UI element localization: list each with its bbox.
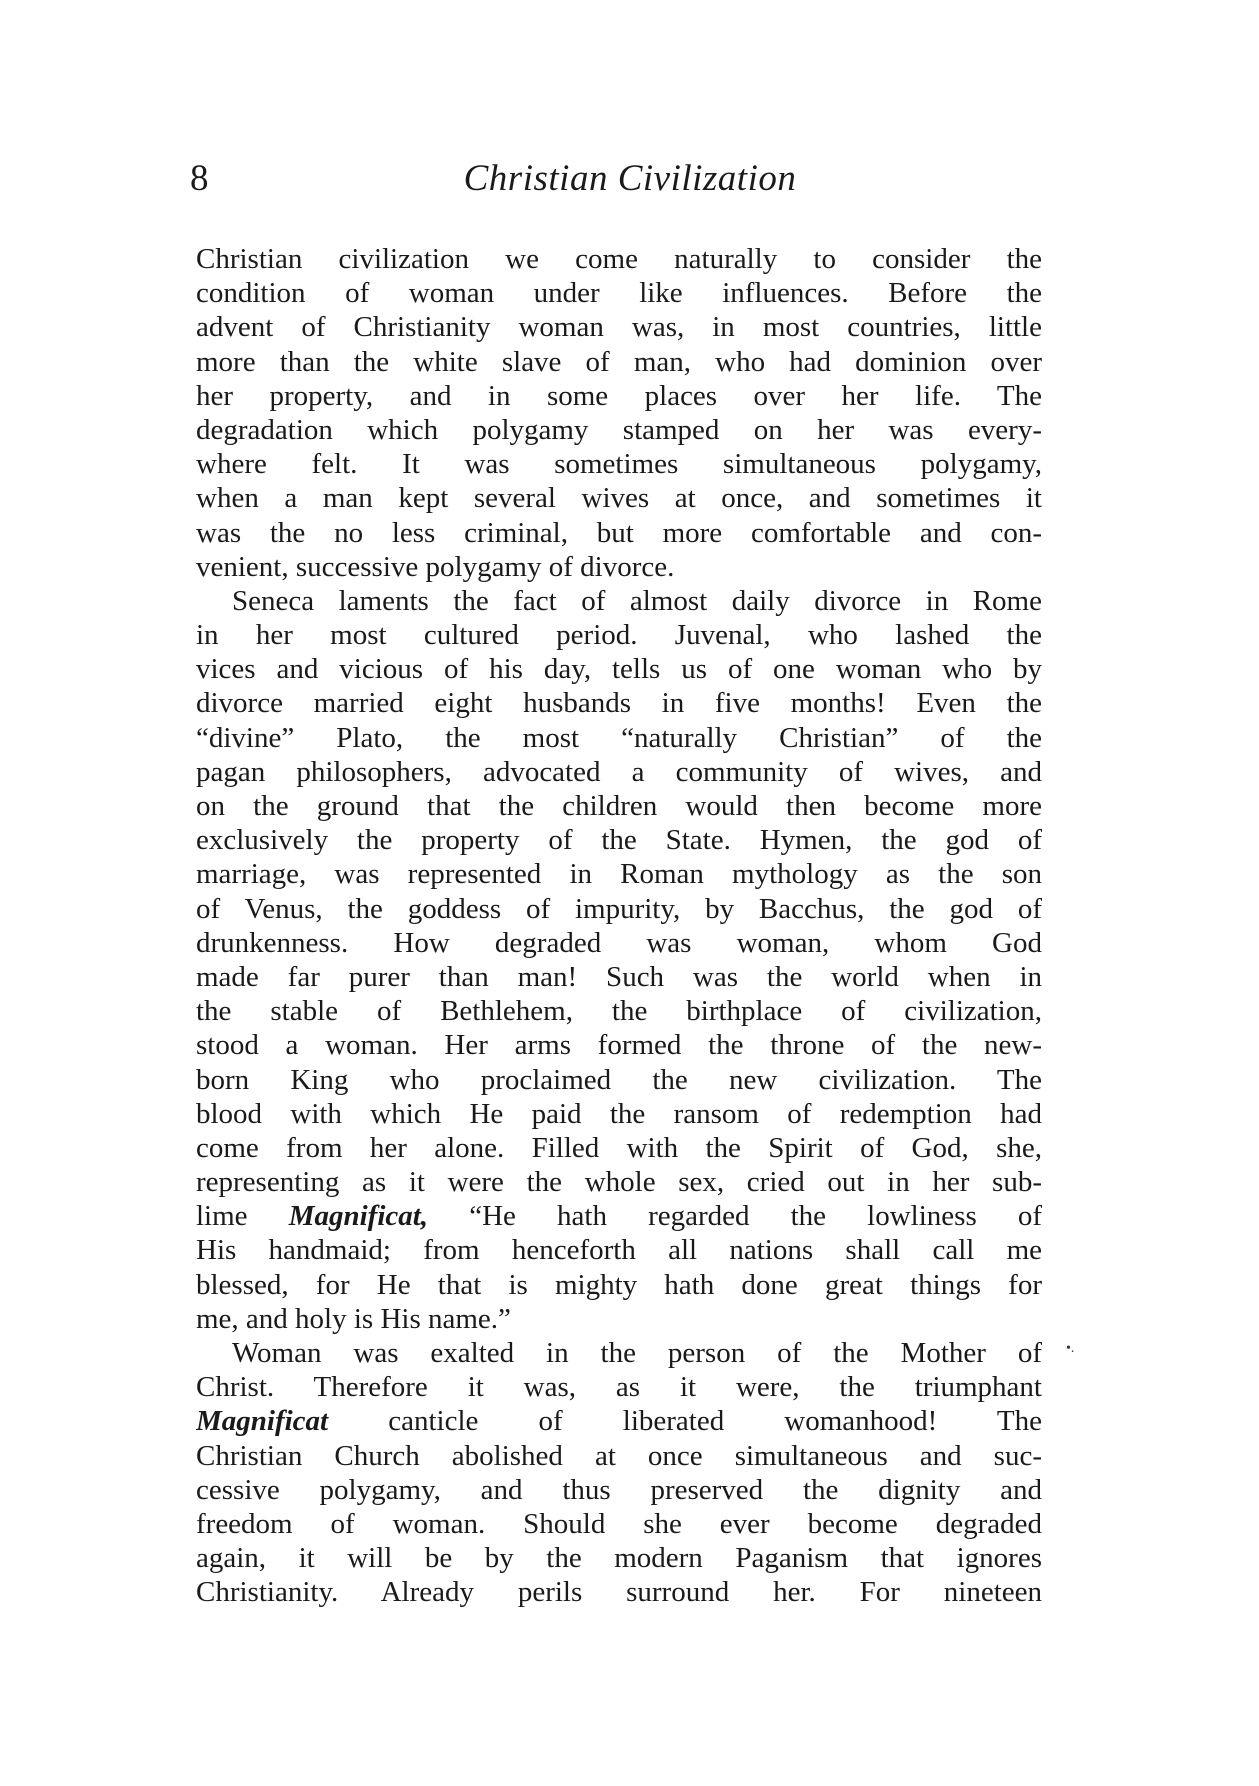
magnificat-title: Magnificat [196,1405,329,1438]
text-line: freedom of woman. Should she ever become degraded [196,1507,1042,1540]
text-line: His handmaid; from henceforth all nations shall call me [196,1234,1042,1267]
text-line: born King who proclaimed the new civilization. The [196,1063,1042,1096]
text-line: cessive polygamy, and thus preserved the dignity and [196,1473,1042,1506]
text-line [196,1199,1042,1233]
paragraph-3 [196,1336,1042,1610]
text-line: was the no less criminal, but more comfortable and con- [196,516,1042,549]
text-line: of Venus, the goddess of impurity, by Bacchus, the god of [196,892,1042,925]
text-line: drunkenness. How degraded was woman, whom God [196,926,1042,959]
text-line: vices and vicious of his day, tells us of one woman who by [196,653,1042,686]
body-text [196,242,1042,1610]
text-line: in her most cultured period. Juvenal, who lashed the [196,619,1042,652]
text-line: blood with which He paid the ransom of redemption had [196,1097,1042,1130]
text-line: venient, successive polygamy of divorce. [196,550,675,583]
text-line: Seneca laments the fact of almost daily divorce in Rome [232,584,1042,617]
page-number: 8 [190,158,209,199]
text-line: “divine” Plato, the most “naturally Christian” of the [196,721,1042,754]
text-line: pagan philosophers, advocated a community of wives, and [196,755,1042,788]
running-head: Christian Civilization [463,158,797,199]
text-line: Christian civilization we come naturally to consider the [196,243,1042,275]
text-line: Christianity. Already perils surround her. For nineteen [196,1576,1042,1609]
text-line: blessed, for He that is mighty hath done great things for [196,1268,1042,1301]
text-line: me, and holy is His name.” [196,1302,511,1335]
text-line: advent of Christianity woman was, in most countries, little [196,311,1042,344]
text-line: the stable of Bethlehem, the birthplace of civilization, [196,995,1042,1028]
text-line: come from her alone. Filled with the Spirit of God, she, [196,1131,1042,1164]
text-line: again, it will be by the modern Paganism that ignores [196,1542,1042,1575]
text-line: Christian Church abolished at once simultaneous and suc- [196,1439,1042,1472]
text-line: Woman was exalted in the person of the Mother of [232,1337,1042,1369]
text-line [196,1404,1042,1438]
text-fragment: “He hath regarded the lowliness of [469,1200,1042,1233]
text-line: made far purer than man! Such was the world when in [196,960,1042,993]
text-line: stood a woman. Her arms formed the throne of the new- [196,1029,1042,1062]
text-line: condition of woman under like influences. Before the [196,277,1042,310]
paragraph-1 [196,242,1042,584]
text-line: exclusively the property of the State. Hymen, the god of [196,824,1042,857]
stray-ink-mark: •. [1066,1341,1075,1356]
text-line: her property, and in some places over her life. The [196,379,1042,412]
text-line: more than the white slave of man, who had dominion over [196,345,1042,378]
text-line: when a man kept several wives at once, and sometimes it [196,482,1042,515]
text-line: divorce married eight husbands in five months! Even the [196,687,1042,720]
text-line: representing as it were the whole sex, cried out in her sub- [196,1166,1042,1199]
paragraph-2 [196,584,1042,1336]
text-line: marriage, was represented in Roman mythology as the son [196,858,1042,891]
text-line: on the ground that the children would then become more [196,790,1042,822]
text-fragment: lime [196,1200,248,1233]
magnificat-title: Magnificat, [288,1200,429,1233]
text-line: Christ. Therefore it was, as it were, the triumphant [196,1371,1042,1404]
text-fragment: canticle of liberated womanhood! The [388,1405,1042,1438]
text-line: where felt. It was sometimes simultaneous polygamy, [196,448,1042,481]
text-line: degradation which polygamy stamped on her was every- [196,413,1042,446]
